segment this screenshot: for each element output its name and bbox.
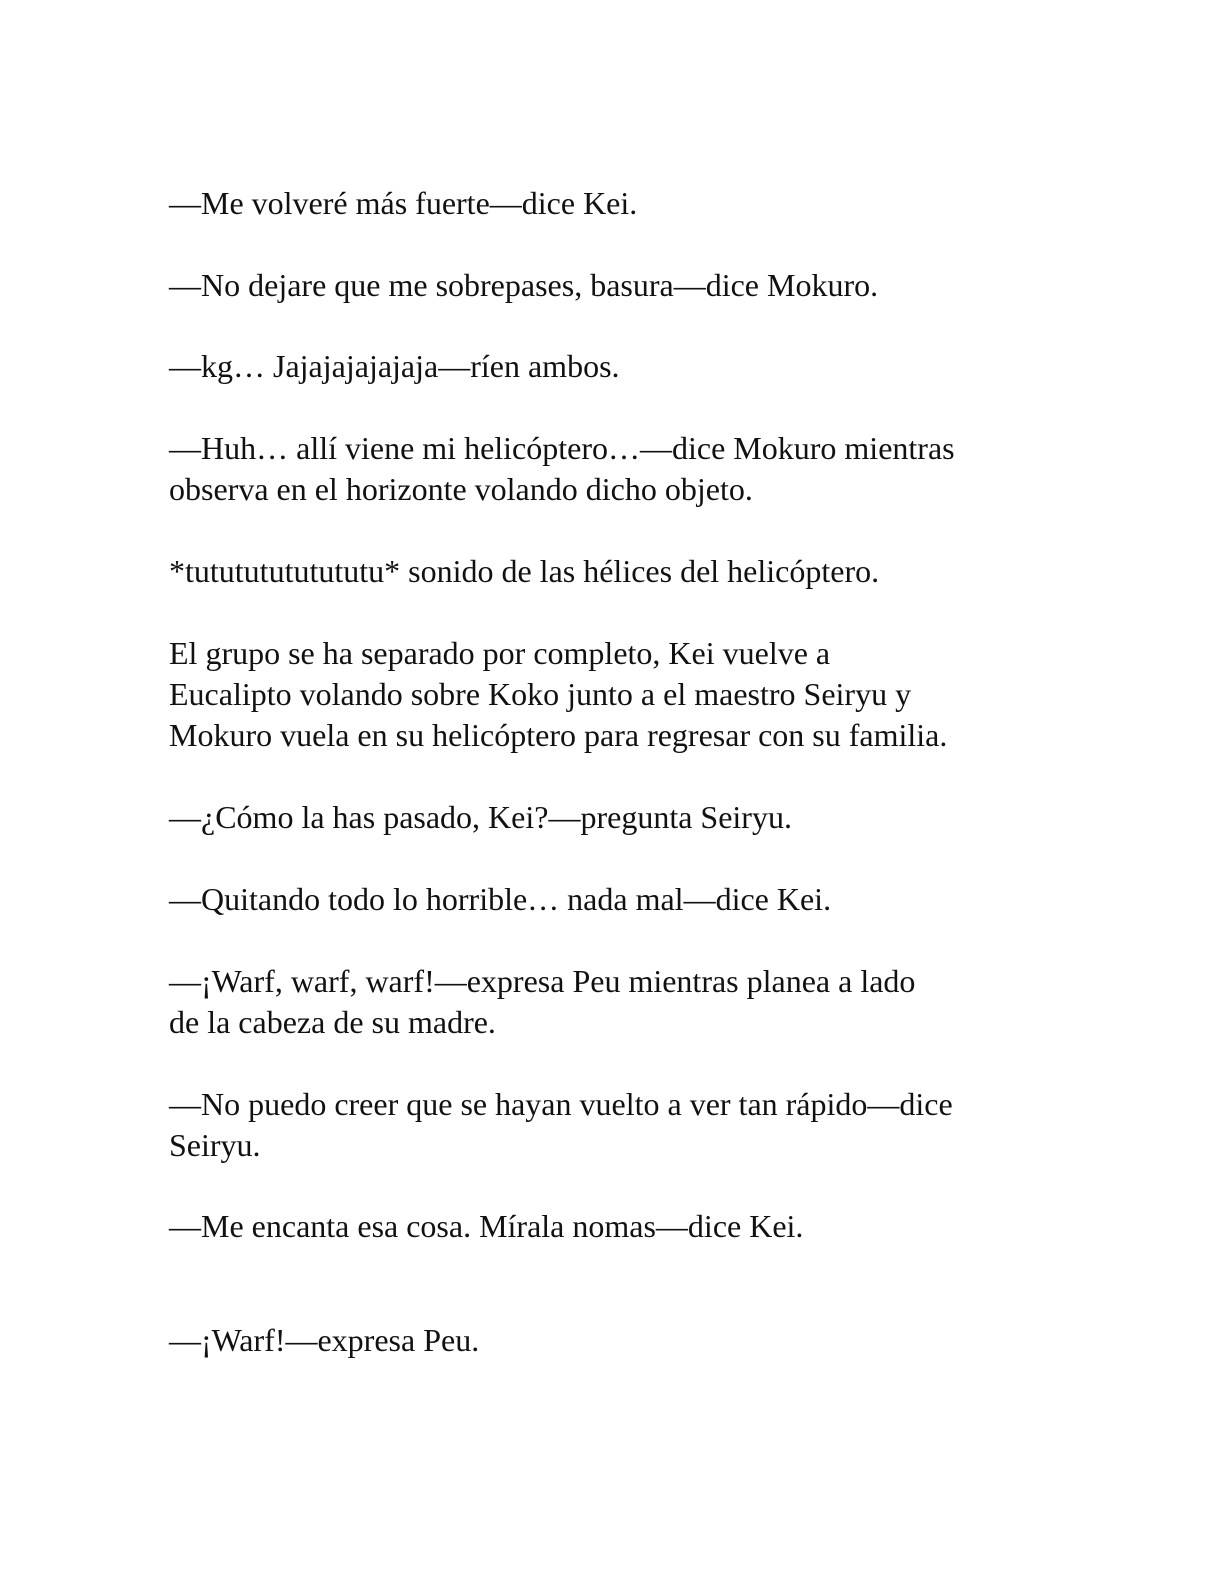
dialogue-paragraph: —¡Warf!—expresa Peu. bbox=[169, 1322, 480, 1358]
dialogue-paragraph: —No dejare que me sobrepases, basura—dice Mokuro. bbox=[169, 267, 879, 303]
dialogue-paragraph: —No puedo creer que se hayan vuelto a ver tan rápido—dice Seiryu. bbox=[169, 1086, 953, 1163]
dialogue-paragraph: —Huh… allí viene mi helicóptero…—dice Mokuro mientras observa en el horizonte volando dicho objeto. bbox=[169, 430, 955, 507]
narration-paragraph: *tutututututututu* sonido de las hélices del helicóptero. bbox=[169, 553, 880, 589]
dialogue-paragraph: —Me encanta esa cosa. Mírala nomas—dice Kei. bbox=[169, 1208, 804, 1244]
narration-paragraph: El grupo se ha separado por completo, Kei vuelve a Eucalipto volando sobre Koko junto a el maestro Seiryu y Mokuro vuela en su helicóptero para regresar con su familia. bbox=[169, 635, 948, 753]
dialogue-paragraph: —¡Warf, warf, warf!—expresa Peu mientras planea a lado de la cabeza de su madre. bbox=[169, 963, 916, 1040]
dialogue-paragraph: —kg… Jajajajajajaja—ríen ambos. bbox=[169, 348, 620, 384]
dialogue-paragraph: —¿Cómo la has pasado, Kei?—pregunta Seiryu. bbox=[169, 799, 792, 835]
dialogue-paragraph: —Me volveré más fuerte—dice Kei. bbox=[169, 185, 638, 221]
dialogue-paragraph: —Quitando todo lo horrible… nada mal—dice Kei. bbox=[169, 881, 832, 917]
